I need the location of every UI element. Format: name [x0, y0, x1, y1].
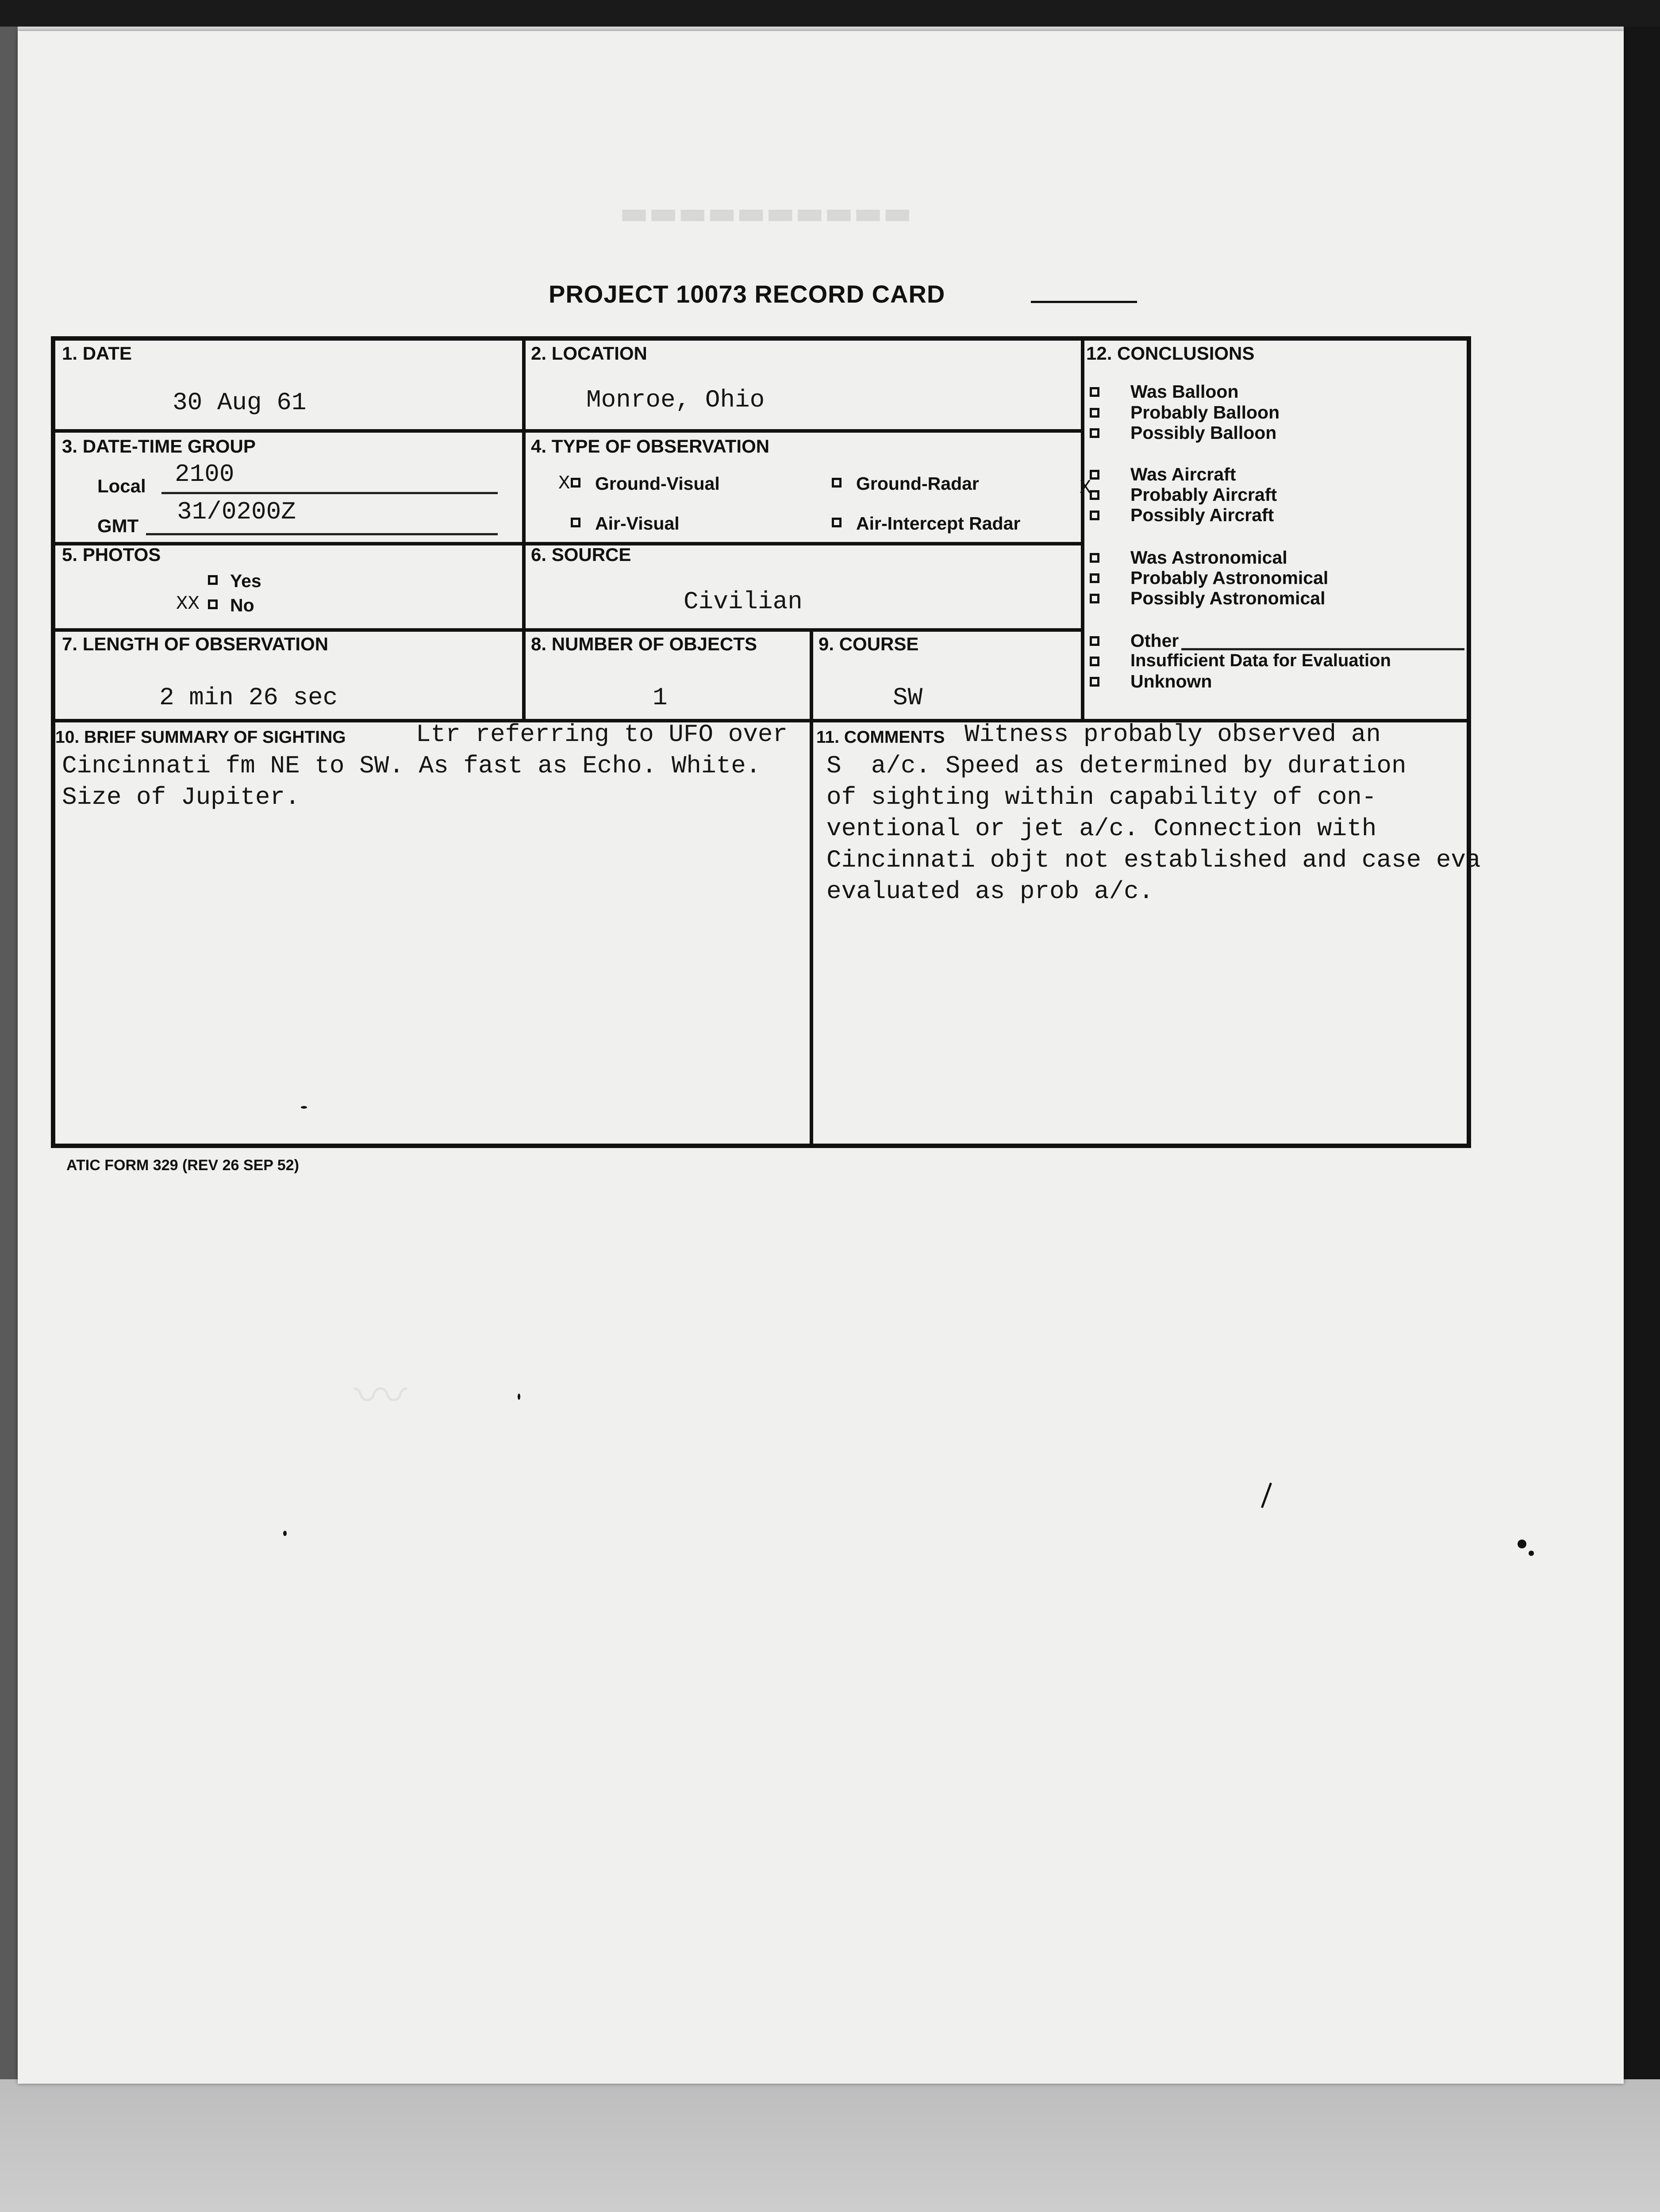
grid-line: [810, 628, 813, 1148]
grid-line: [1081, 336, 1084, 719]
ground-radar-option: Ground-Radar: [856, 473, 979, 494]
length-label: 7. LENGTH OF OBSERVATION: [62, 634, 329, 654]
dtg-label: 3. DATE-TIME GROUP: [62, 436, 256, 457]
conclusion-probably-balloon: Probably Balloon: [1130, 402, 1280, 422]
bottom-film-band: [0, 2079, 1660, 2212]
summary-label: 10. BRIEF SUMMARY OF SIGHTING: [55, 728, 346, 747]
photos-no-mark: XX: [176, 593, 200, 615]
dust-speck: [1529, 1551, 1534, 1556]
probably-aircraft-mark: X: [1080, 477, 1091, 499]
observation-type-label: 4. TYPE OF OBSERVATION: [531, 436, 770, 457]
photos-yes-checkbox[interactable]: [208, 575, 218, 585]
dust-speck: [301, 1106, 307, 1109]
conclusion-possibly-aircraft: Possibly Aircraft: [1130, 505, 1274, 525]
photos-no-option: No: [230, 595, 254, 615]
dust-speck: [1518, 1540, 1526, 1548]
source-value: Civilian: [684, 588, 803, 616]
conclusion-insufficient-data: Insufficient Data for Evaluation: [1130, 651, 1391, 670]
air-visual-checkbox[interactable]: [571, 518, 580, 527]
other-underline: [1181, 648, 1464, 650]
bleed-through-mark: ▬▬▬▬▬▬▬▬▬▬: [619, 195, 912, 231]
conclusion-checkbox[interactable]: [1090, 573, 1099, 583]
source-label: 6. SOURCE: [531, 544, 631, 565]
conclusion-checkbox[interactable]: [1090, 428, 1099, 438]
comments-line: of sighting within capability of con-: [826, 783, 1377, 811]
local-value: 2100: [175, 460, 234, 488]
comments-line: Cincinnati objt not established and case eva: [826, 846, 1481, 874]
location-value: Monroe, Ohio: [586, 386, 765, 414]
right-edge-shadow: [1624, 27, 1660, 2088]
conclusion-was-aircraft: Was Aircraft: [1130, 464, 1236, 484]
length-value: 2 min 26 sec: [159, 684, 338, 712]
conclusion-checkbox[interactable]: [1090, 594, 1099, 603]
conclusion-unknown: Unknown: [1130, 671, 1212, 691]
conclusion-checkbox[interactable]: [1090, 490, 1099, 500]
conclusion-was-astronomical: Was Astronomical: [1130, 547, 1287, 568]
grid-line: [51, 628, 1082, 632]
dust-speck: [283, 1531, 287, 1536]
conclusion-probably-aircraft: Probably Aircraft: [1130, 484, 1277, 505]
comments-line: Witness probably observed an: [964, 720, 1381, 749]
gmt-underline: [146, 533, 498, 535]
location-label: 2. LOCATION: [531, 343, 647, 364]
conclusion-checkbox[interactable]: [1090, 636, 1099, 646]
conclusion-checkbox[interactable]: [1090, 511, 1099, 520]
air-intercept-radar-option: Air-Intercept Radar: [856, 513, 1021, 534]
conclusion-checkbox[interactable]: [1090, 677, 1099, 687]
date-label: 1. DATE: [62, 343, 132, 364]
comments-line: S a/c. Speed as determined by duration: [826, 752, 1406, 780]
date-value: 30 Aug 61: [173, 388, 307, 417]
left-edge-shadow: [0, 27, 18, 2088]
comments-line: evaluated as prob a/c.: [826, 877, 1154, 906]
ground-radar-checkbox[interactable]: [832, 478, 842, 488]
grid-line: [51, 429, 1082, 433]
air-visual-option: Air-Visual: [595, 513, 680, 534]
summary-line: Size of Jupiter.: [62, 783, 300, 811]
dust-speck: [518, 1394, 520, 1400]
conclusion-possibly-balloon: Possibly Balloon: [1130, 422, 1277, 443]
conclusion-checkbox[interactable]: [1090, 657, 1099, 666]
comments-label: 11. COMMENTS: [816, 728, 945, 747]
conclusions-label: 12. CONCLUSIONS: [1086, 343, 1255, 364]
summary-line: Cincinnati fm NE to SW. As fast as Echo. White.: [62, 752, 761, 780]
conclusion-possibly-astronomical: Possibly Astronomical: [1130, 588, 1326, 608]
local-label: Local: [97, 476, 146, 496]
card-title: PROJECT 10073 RECORD CARD: [549, 280, 945, 308]
objects-value: 1: [653, 684, 668, 712]
comments-line: ventional or jet a/c. Connection with: [826, 814, 1377, 843]
gmt-value: 31/0200Z: [177, 498, 296, 526]
title-scribble: [1031, 301, 1137, 303]
photos-yes-option: Yes: [230, 571, 261, 591]
conclusion-was-balloon: Was Balloon: [1130, 381, 1239, 402]
ground-visual-mark: X: [558, 472, 570, 495]
conclusion-other: Other: [1130, 630, 1179, 651]
gmt-label: GMT: [97, 515, 139, 536]
summary-line: Ltr referring to UFO over: [416, 720, 788, 749]
ground-visual-checkbox[interactable]: [571, 478, 580, 488]
air-intercept-radar-checkbox[interactable]: [832, 518, 842, 527]
photos-label: 5. PHOTOS: [62, 544, 161, 565]
conclusion-checkbox[interactable]: [1090, 408, 1099, 418]
conclusion-checkbox[interactable]: [1090, 553, 1099, 563]
photos-no-checkbox[interactable]: [208, 599, 218, 609]
local-underline: [161, 492, 498, 494]
form-identifier: ATIC FORM 329 (REV 26 SEP 52): [66, 1157, 299, 1174]
ground-visual-option: Ground-Visual: [595, 473, 720, 494]
objects-label: 8. NUMBER OF OBJECTS: [531, 634, 757, 654]
course-label: 9. COURSE: [818, 634, 919, 654]
grid-line: [522, 336, 526, 719]
bleed-through-mark: 〰: [354, 1366, 407, 1427]
conclusion-checkbox[interactable]: [1090, 387, 1099, 397]
course-value: SW: [893, 684, 923, 712]
conclusion-probably-astronomical: Probably Astronomical: [1130, 568, 1329, 588]
